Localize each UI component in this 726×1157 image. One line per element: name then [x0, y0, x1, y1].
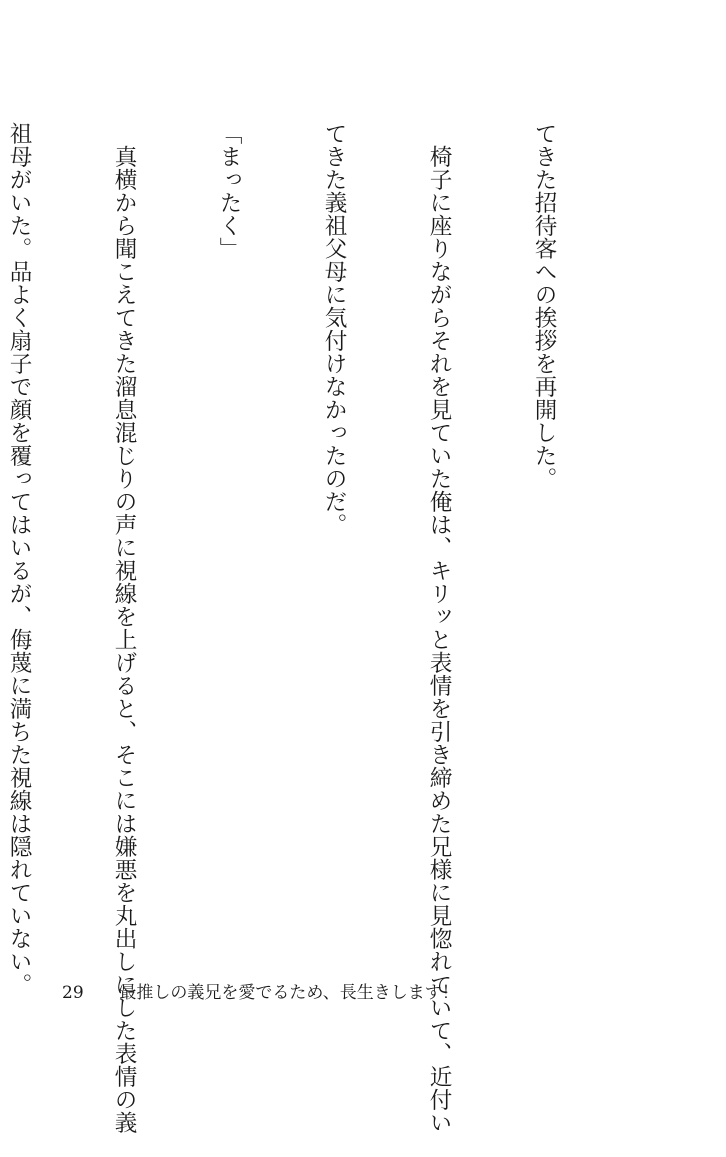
text-line: てきた招待客への挨拶を再開した。: [531, 122, 557, 490]
text-line: 「まったく」: [216, 122, 242, 260]
page-footer: [62, 980, 662, 1006]
text-line: 椅子に座りながらそれを見ていた俺は、キリッと表情を引き締めた兄様に見惚れていて、近付い: [426, 122, 452, 1134]
text-line: 真横から聞こえてきた溜息混じりの声に視線を上げると、そこには嫌悪を丸出しにした表情の義: [111, 122, 137, 1134]
running-title: 最推しの義兄を愛でるため、長生きします！: [119, 983, 459, 1003]
text-line: てきた義祖父母に気付けなかったのだ。: [321, 122, 347, 536]
text-line: 祖母がいた。品よく扇子で顔を覆ってはいるが、侮蔑に満ちた視線は隠れていない。: [6, 122, 32, 996]
page-number: 29: [62, 983, 84, 1003]
